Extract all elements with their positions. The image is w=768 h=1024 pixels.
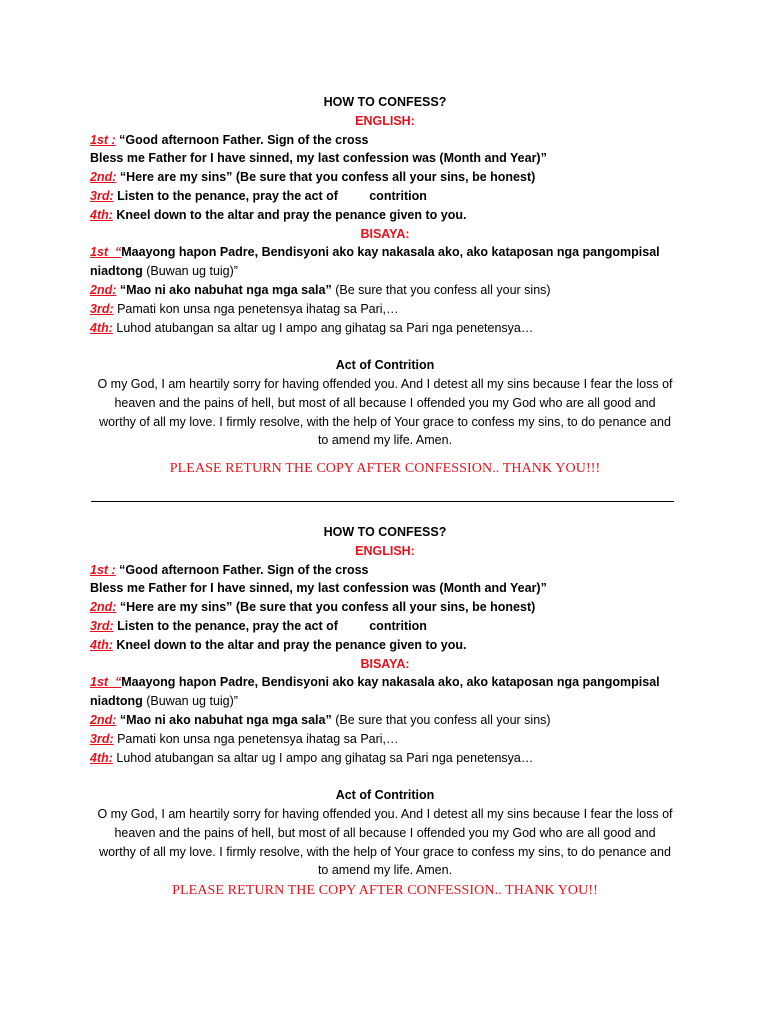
contrition-line: O my God, I am heartily sorry for having offended you. And I detest all my sins because I fear the loss of (97, 376, 673, 391)
bisaya-step-4 (90, 319, 680, 338)
bisaya-step-4 (90, 749, 680, 768)
step-text: “Good afternoon Father. Sign of the cross (115, 132, 369, 147)
step-label: 1st “ (90, 675, 122, 690)
contrition-line: to amend my life. Amen. (317, 433, 453, 448)
bisaya-step-1 (90, 243, 680, 262)
bisaya-step-2 (90, 711, 680, 730)
bisaya-step-1-continued (90, 262, 680, 281)
bisaya-heading: BISAYA: (360, 226, 410, 241)
step-label: 4th: (90, 320, 113, 335)
contrition-line: worthy of all my love. I firmly resolve, with the help of Your grace to confess my sins, to do penance and (99, 414, 671, 429)
english-heading: ENGLISH: (355, 543, 415, 558)
bisaya-step-3 (90, 300, 680, 319)
english-step-2 (90, 168, 680, 187)
step-text: Pamati kon unsa nga penetensya ihatag sa Pari,… (113, 301, 399, 316)
bisaya-step-3 (90, 730, 680, 749)
return-copy-notice: PLEASE RETURN THE COPY AFTER CONFESSION.. THANK YOU!! (172, 883, 598, 899)
step-text: Listen to the penance, pray the act of contrition (113, 618, 427, 633)
contrition-line: to amend my life. Amen. (317, 863, 453, 878)
step-text: “Mao ni ako nabuhat nga mga sala” (116, 282, 332, 297)
step-note: (Buwan ug tuig)” (142, 264, 238, 279)
contrition-line: heaven and the pains of hell, but most of all because I offended you my God who are all good and (114, 395, 656, 410)
step-note: (Be sure that you confess all your sins) (331, 282, 551, 297)
step-note: (Buwan ug tuig)” (142, 694, 238, 709)
guide-title: HOW TO CONFESS? (323, 525, 447, 539)
step-label: 1st : (90, 132, 116, 147)
bisaya-step-1 (90, 673, 680, 692)
english-step-1 (90, 131, 680, 150)
confession-guide-copy-1 (90, 93, 680, 479)
step-label: 3rd: (90, 731, 114, 746)
step-text: Pamati kon unsa nga penetensya ihatag sa Pari,… (113, 731, 399, 746)
english-step-1-continued: Bless me Father for I have sinned, my last confession was (Month and Year)” (90, 151, 547, 166)
step-text: Luhod atubangan sa altar ug I ampo ang gihatag sa Pari nga penetensya… (112, 320, 534, 335)
confession-guide-copy-2 (90, 523, 680, 901)
cut-line-divider (91, 501, 674, 502)
step-text: “Here are my sins” (Be sure that you confess all your sins, be honest) (116, 170, 536, 185)
step-text: “Mao ni ako nabuhat nga mga sala” (116, 712, 332, 727)
english-step-4 (90, 636, 680, 655)
step-text: “Here are my sins” (Be sure that you confess all your sins, be honest) (116, 600, 536, 615)
step-label: 2nd: (90, 282, 117, 297)
step-label: 3rd: (90, 188, 114, 203)
step-label: 2nd: (90, 170, 117, 185)
step-label: 4th: (90, 750, 113, 765)
step-text: niadtong (90, 264, 143, 279)
step-text: niadtong (90, 694, 143, 709)
step-label: 4th: (90, 637, 113, 652)
english-step-3 (90, 187, 680, 206)
english-step-4 (90, 206, 680, 225)
english-heading: ENGLISH: (355, 113, 415, 128)
step-text: Kneel down to the altar and pray the penance given to you. (112, 207, 467, 222)
bisaya-step-2 (90, 281, 680, 300)
english-step-2 (90, 598, 680, 617)
english-step-1-continued: Bless me Father for I have sinned, my last confession was (Month and Year)” (90, 581, 547, 596)
english-step-3 (90, 617, 680, 636)
step-label: 2nd: (90, 600, 117, 615)
step-label: 1st “ (90, 245, 122, 260)
step-label: 1st : (90, 562, 116, 577)
english-step-1 (90, 561, 680, 580)
guide-title: HOW TO CONFESS? (323, 95, 447, 109)
contrition-line: O my God, I am heartily sorry for having offended you. And I detest all my sins because I fear the loss of (97, 806, 673, 821)
step-text: Kneel down to the altar and pray the penance given to you. (112, 637, 467, 652)
step-label: 4th: (90, 207, 113, 222)
step-note: (Be sure that you confess all your sins) (331, 712, 551, 727)
contrition-title: Act of Contrition (335, 358, 435, 373)
step-text: Luhod atubangan sa altar ug I ampo ang gihatag sa Pari nga penetensya… (112, 750, 534, 765)
contrition-line: heaven and the pains of hell, but most of all because I offended you my God who are all good and (114, 825, 656, 840)
bisaya-step-1-continued (90, 692, 680, 711)
bisaya-heading: BISAYA: (360, 656, 410, 671)
step-text: Maayong hapon Padre, Bendisyoni ako kay nakasala ako, ako kataposan nga pangompisal (121, 245, 660, 260)
step-text: Listen to the penance, pray the act of contrition (113, 188, 427, 203)
step-text: Maayong hapon Padre, Bendisyoni ako kay nakasala ako, ako kataposan nga pangompisal (121, 675, 660, 690)
contrition-title: Act of Contrition (335, 788, 435, 803)
step-label: 2nd: (90, 712, 117, 727)
step-label: 3rd: (90, 618, 114, 633)
step-text: “Good afternoon Father. Sign of the cross (115, 562, 369, 577)
return-copy-notice: PLEASE RETURN THE COPY AFTER CONFESSION.. THANK YOU!!! (169, 461, 601, 477)
step-label: 3rd: (90, 301, 114, 316)
contrition-line: worthy of all my love. I firmly resolve, with the help of Your grace to confess my sins, to do penance and (99, 844, 671, 859)
